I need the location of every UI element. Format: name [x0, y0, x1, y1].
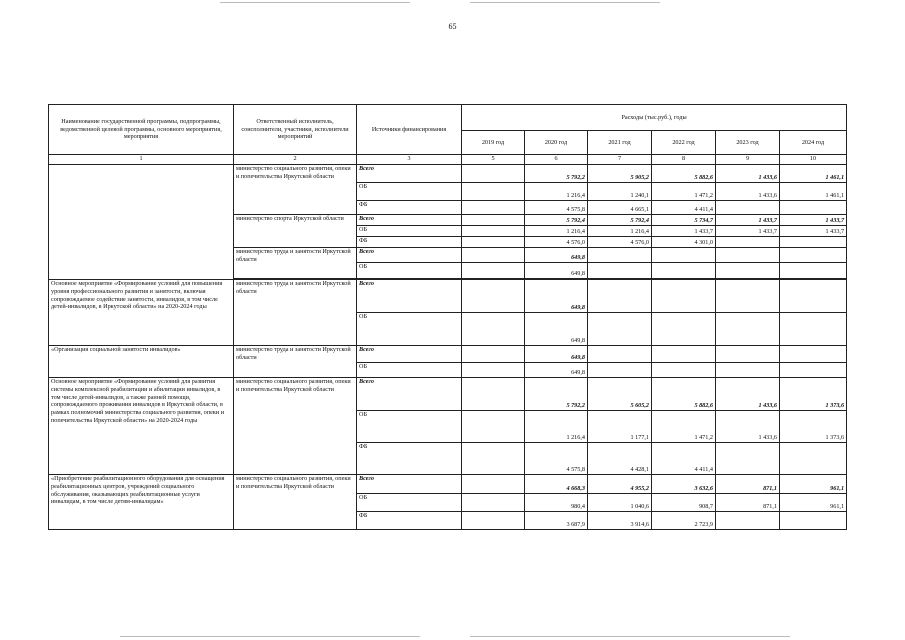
- value-cell: [716, 280, 780, 313]
- value-cell: 5 792,2: [525, 378, 588, 411]
- value-cell: [588, 263, 652, 279]
- year-2020: 2020 год: [525, 131, 588, 155]
- value-cell: 4 575,8: [525, 201, 588, 215]
- value-cell: 4 576,0: [588, 237, 652, 248]
- value-cell: [462, 475, 525, 494]
- scan-line: [470, 636, 790, 637]
- value-cell: 5 882,6: [652, 378, 716, 411]
- value-cell: 1 373,6: [780, 378, 847, 411]
- executor-cell: министерство спорта Иркутской области: [234, 215, 357, 248]
- index-cell: 5: [462, 155, 525, 165]
- value-cell: [652, 313, 716, 346]
- value-cell: 5 905,2: [588, 165, 652, 183]
- value-cell: 1 433,7: [652, 226, 716, 237]
- table-row: [49, 280, 847, 313]
- table-row: [49, 165, 847, 183]
- executor-cell: министерство социального развития, опеки и попечительства Иркутской области: [234, 378, 357, 475]
- value-cell: [588, 313, 652, 346]
- index-cell: 8: [652, 155, 716, 165]
- value-cell: 961,1: [780, 475, 847, 494]
- value-cell: [462, 183, 525, 201]
- index-cell: 9: [716, 155, 780, 165]
- header-executor: Ответственный исполнитель, соисполнители, участники, исполнители мероприятий: [234, 105, 357, 155]
- value-cell: [462, 248, 525, 263]
- source-cell: ОБ: [357, 263, 462, 279]
- value-cell: 871,1: [716, 494, 780, 512]
- header-source: Источники финансирования: [357, 105, 462, 155]
- source-cell: ОБ: [357, 411, 462, 443]
- value-cell: 5 792,2: [525, 165, 588, 183]
- value-cell: 1 216,4: [525, 183, 588, 201]
- value-cell: [462, 237, 525, 248]
- table-row: [49, 475, 847, 494]
- value-cell: [588, 346, 652, 363]
- year-2021: 2021 год: [588, 131, 652, 155]
- value-cell: 649,8: [525, 280, 588, 313]
- value-cell: 3 914,6: [588, 512, 652, 530]
- year-2023: 2023 год: [716, 131, 780, 155]
- source-cell: Всего: [357, 475, 462, 494]
- value-cell: [716, 237, 780, 248]
- executor-cell: министерство труда и занятости Иркутской области: [234, 280, 357, 346]
- value-cell: [780, 248, 847, 263]
- source-cell: Всего: [357, 248, 462, 263]
- value-cell: 649,8: [525, 313, 588, 346]
- value-cell: 5 792,4: [588, 215, 652, 226]
- value-cell: [652, 346, 716, 363]
- value-cell: [462, 215, 525, 226]
- year-2022: 2022 год: [652, 131, 716, 155]
- value-cell: 4 428,1: [588, 443, 652, 475]
- executor-cell: министерство труда и занятости Иркутской области: [234, 248, 357, 279]
- scan-line: [470, 2, 660, 3]
- value-cell: [780, 512, 847, 530]
- value-cell: [780, 263, 847, 279]
- value-cell: [780, 363, 847, 378]
- executor-cell: министерство социального развития, опеки и попечительства Иркутской области: [234, 165, 357, 215]
- value-cell: [780, 313, 847, 346]
- value-cell: 649,8: [525, 263, 588, 279]
- source-cell: ФБ: [357, 512, 462, 530]
- value-cell: 5 734,7: [652, 215, 716, 226]
- source-cell: ФБ: [357, 237, 462, 248]
- value-cell: 1 216,4: [525, 411, 588, 443]
- source-cell: ФБ: [357, 201, 462, 215]
- name-cell: Основное мероприятие «Формирование условий для развития системы комплексной реабилитации и абилитации инвалидов, в том числе детей-инвалидов, а также ранней помощи, сопровождаемого проживания инвалидов в Иркутской области, в рамках полномочий министерства социального развития, опеки и попечительства Иркутской области» на 2020-2024 годы: [49, 378, 234, 475]
- value-cell: [462, 378, 525, 411]
- value-cell: 649,8: [525, 346, 588, 363]
- header-row: [49, 105, 847, 131]
- value-cell: 908,7: [652, 494, 716, 512]
- source-cell: ОБ: [357, 226, 462, 237]
- value-cell: 1 373,6: [780, 411, 847, 443]
- value-cell: 5 605,2: [588, 378, 652, 411]
- value-cell: 3 687,9: [525, 512, 588, 530]
- value-cell: 1 216,4: [588, 226, 652, 237]
- value-cell: [652, 263, 716, 279]
- value-cell: 1 177,1: [588, 411, 652, 443]
- value-cell: 1 461,1: [780, 183, 847, 201]
- value-cell: 4 301,0: [652, 237, 716, 248]
- value-cell: 1 433,6: [716, 165, 780, 183]
- value-cell: [462, 411, 525, 443]
- value-cell: [462, 165, 525, 183]
- page-number: 65: [448, 22, 457, 31]
- value-cell: 871,1: [716, 475, 780, 494]
- executor-cell: министерство социального развития, опеки и попечительства Иркутской области: [234, 475, 357, 530]
- scan-line: [220, 2, 410, 3]
- scan-line: [120, 636, 420, 637]
- value-cell: [462, 512, 525, 530]
- index-row: [49, 155, 847, 165]
- value-cell: [716, 363, 780, 378]
- index-cell: 10: [780, 155, 847, 165]
- value-cell: [462, 263, 525, 279]
- value-cell: [716, 201, 780, 215]
- value-cell: 5 882,6: [652, 165, 716, 183]
- value-cell: 1 240,1: [588, 183, 652, 201]
- value-cell: 1 433,7: [716, 226, 780, 237]
- value-cell: 4 665,1: [588, 201, 652, 215]
- value-cell: [652, 363, 716, 378]
- source-cell: Всего: [357, 215, 462, 226]
- value-cell: [462, 280, 525, 313]
- header-expenses: Расходы (тыс.руб.), годы: [462, 105, 847, 131]
- value-cell: 1 433,6: [716, 411, 780, 443]
- value-cell: [462, 313, 525, 346]
- value-cell: 2 723,9: [652, 512, 716, 530]
- value-cell: [462, 494, 525, 512]
- value-cell: [462, 346, 525, 363]
- value-cell: 4 955,2: [588, 475, 652, 494]
- value-cell: 961,1: [780, 494, 847, 512]
- value-cell: 1 433,7: [780, 226, 847, 237]
- value-cell: 4 576,0: [525, 237, 588, 248]
- value-cell: [716, 248, 780, 263]
- year-2019: 2019 год: [462, 131, 525, 155]
- index-cell: 6: [525, 155, 588, 165]
- value-cell: 1 433,7: [780, 215, 847, 226]
- expenses-table: [48, 104, 847, 530]
- value-cell: 1 433,6: [716, 183, 780, 201]
- value-cell: 649,8: [525, 248, 588, 263]
- name-cell: «Организация социальной занятости инвалидов»: [49, 346, 234, 378]
- value-cell: [716, 443, 780, 475]
- name-cell: Основное мероприятие «Формирование условий для повышения уровня профессионального развития и занятости, включая сопровождаемое содействие занятости, инвалидов, в том числе детей-инвалидов, в Иркутской области» на 2020-2024 годы: [49, 280, 234, 346]
- source-cell: ОБ: [357, 183, 462, 201]
- year-2024: 2024 год: [780, 131, 847, 155]
- value-cell: [716, 313, 780, 346]
- value-cell: 4 411,4: [652, 443, 716, 475]
- table-row: [49, 378, 847, 411]
- executor-cell: министерство труда и занятости Иркутской области: [234, 346, 357, 378]
- value-cell: [780, 346, 847, 363]
- value-cell: [588, 280, 652, 313]
- source-cell: ОБ: [357, 313, 462, 346]
- source-cell: ОБ: [357, 494, 462, 512]
- source-cell: Всего: [357, 378, 462, 411]
- value-cell: [652, 280, 716, 313]
- value-cell: [780, 280, 847, 313]
- name-cell-continued: [49, 165, 234, 280]
- index-cell: 2: [234, 155, 357, 165]
- source-cell: Всего: [357, 165, 462, 183]
- value-cell: 3 632,6: [652, 475, 716, 494]
- source-cell: Всего: [357, 346, 462, 363]
- value-cell: 1 461,1: [780, 165, 847, 183]
- value-cell: [462, 226, 525, 237]
- value-cell: 1 433,6: [716, 378, 780, 411]
- value-cell: 1 040,6: [588, 494, 652, 512]
- value-cell: [462, 201, 525, 215]
- value-cell: 1 471,2: [652, 183, 716, 201]
- index-cell: 7: [588, 155, 652, 165]
- value-cell: 980,4: [525, 494, 588, 512]
- value-cell: 1 216,4: [525, 226, 588, 237]
- value-cell: [716, 346, 780, 363]
- source-cell: ФБ: [357, 443, 462, 475]
- value-cell: [462, 363, 525, 378]
- value-cell: [462, 443, 525, 475]
- header-name: Наименование государственной программы, подпрограммы, ведомственной целевой программы, основного мероприятия, мероприятия: [49, 105, 234, 155]
- value-cell: [780, 201, 847, 215]
- table-row: [49, 346, 847, 363]
- source-cell: ОБ: [357, 363, 462, 378]
- value-cell: 649,8: [525, 363, 588, 378]
- value-cell: 5 792,4: [525, 215, 588, 226]
- value-cell: [588, 363, 652, 378]
- value-cell: [588, 248, 652, 263]
- value-cell: 4 575,8: [525, 443, 588, 475]
- value-cell: 1 433,7: [716, 215, 780, 226]
- value-cell: [716, 512, 780, 530]
- value-cell: 1 471,2: [652, 411, 716, 443]
- index-cell: 1: [49, 155, 234, 165]
- value-cell: [780, 237, 847, 248]
- value-cell: 4 411,4: [652, 201, 716, 215]
- value-cell: 4 668,3: [525, 475, 588, 494]
- source-cell: Всего: [357, 280, 462, 313]
- value-cell: [780, 443, 847, 475]
- value-cell: [716, 263, 780, 279]
- value-cell: [652, 248, 716, 263]
- index-cell: 3: [357, 155, 462, 165]
- name-cell: «Приобретение реабилитационного оборудования для оснащения реабилитационных центров, учреждений социального обслуживания, оказывающих реабилитационные услуги инвалидам, в том числе детям-инвалидам»: [49, 475, 234, 530]
